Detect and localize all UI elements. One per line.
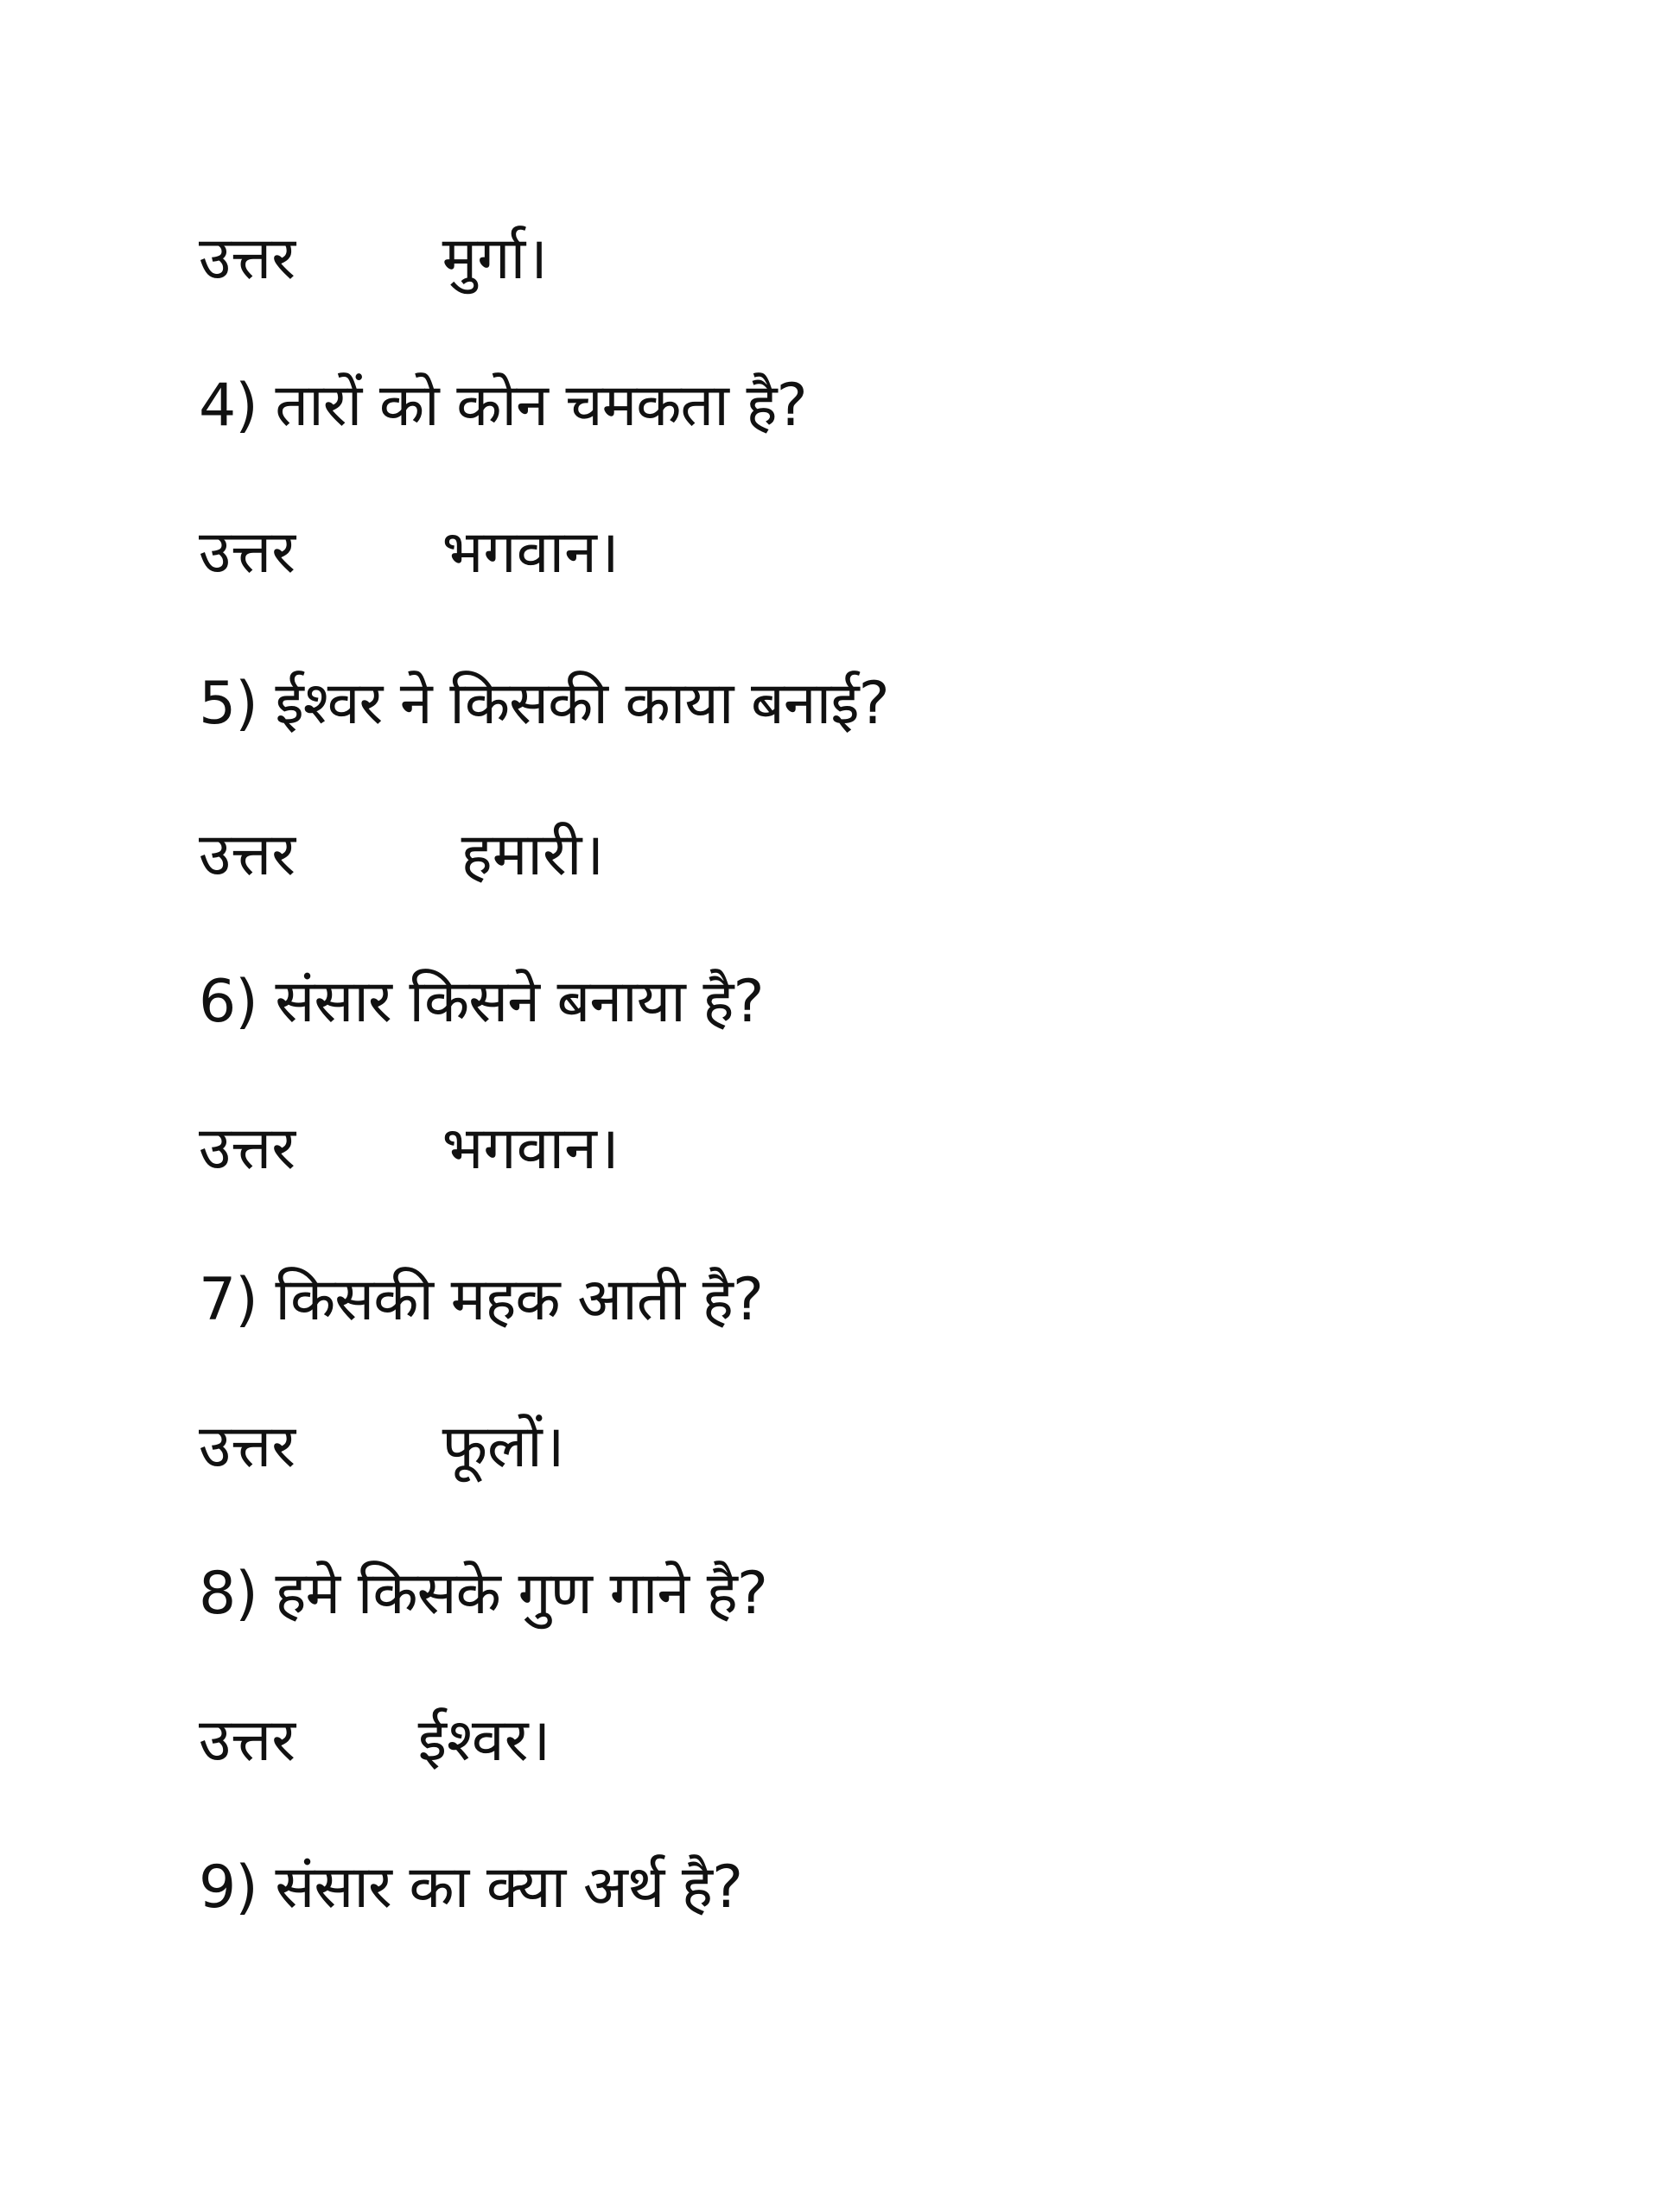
- answer-value: भगवान।: [442, 1115, 620, 1183]
- answer-label: उत्तर: [199, 1115, 296, 1183]
- answer-label: उत्तर: [199, 518, 296, 587]
- answer-line: [199, 501, 620, 605]
- answer-label: उत्तर: [199, 1413, 296, 1481]
- answer-value: फूलों।: [442, 1413, 565, 1481]
- answer-label: उत्तर: [199, 1707, 296, 1775]
- question-line: 7) किसकी महक आती है?: [199, 1266, 763, 1334]
- answer-label: उत्तर: [199, 821, 296, 889]
- question-line: 5) ईश्वर ने किसकी काया बनाई?: [199, 670, 889, 738]
- question-line: 4) तारों को कोन चमकता है?: [199, 372, 807, 440]
- answer-value: ईश्वर।: [417, 1707, 551, 1775]
- answer-line: [199, 1097, 620, 1201]
- answer-line: [199, 1395, 565, 1499]
- answer-value: हमारी।: [461, 821, 605, 889]
- question-line: 9) संसार का क्या अर्थ है?: [199, 1853, 743, 1922]
- question-line: 6) संसार किसने बनाया है?: [199, 968, 764, 1036]
- answer-value: भगवान।: [442, 518, 620, 587]
- question-line: 8) हमे किसके गुण गाने है?: [199, 1560, 767, 1628]
- answer-line: [199, 207, 548, 311]
- answer-label: उत्तर: [199, 225, 296, 293]
- answer-line: [199, 1689, 550, 1793]
- answer-value: मुर्गा।: [442, 225, 548, 293]
- answer-line: [199, 804, 604, 907]
